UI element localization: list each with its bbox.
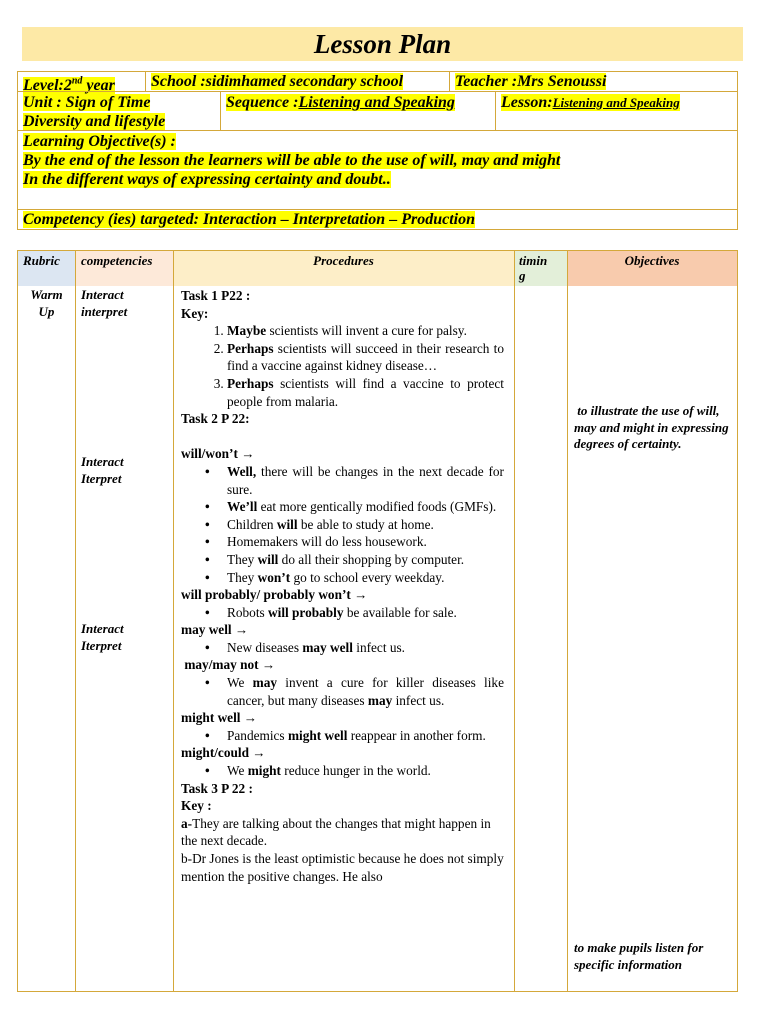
objective-2: to make pupils listen for specific information	[574, 940, 704, 972]
title-bar	[22, 27, 743, 61]
task-1-answers	[181, 322, 504, 410]
probably-examples	[181, 604, 504, 622]
might-examples	[181, 762, 504, 780]
might-well-label: might well →	[181, 710, 258, 726]
will-label: will/won’t →	[181, 446, 255, 462]
might-label: might/could →	[181, 745, 266, 761]
procedures-table	[17, 250, 738, 992]
list-item: • Children will be able to study at home.	[227, 516, 504, 534]
list-item: • Well, there will be changes in the next decade for sure.	[227, 463, 504, 498]
may-well-label: may well →	[181, 622, 249, 638]
list-item: • Robots will probably be available for sale.	[227, 604, 504, 622]
objective-1: to illustrate the use of will, may and might in expressing degrees of certainty.	[574, 403, 732, 451]
competency-1: Interact interpret	[81, 287, 128, 319]
might-well-examples	[181, 727, 504, 745]
list-item: • We may invent a cure for killer diseases like cancer, but many diseases may infect us.	[227, 674, 504, 709]
level-field: Level:2nd year	[23, 76, 115, 95]
list-item: 1. Maybe scientists will invent a cure for palsy.	[227, 322, 504, 340]
lesson-value: Listening and Speaking	[552, 95, 680, 110]
competency-3: Interact Iterpret	[81, 621, 124, 653]
list-item: • They will do all their shopping by computer.	[227, 551, 504, 569]
col-divider	[75, 251, 76, 991]
task-1-title: Task 1 P22 :	[181, 288, 251, 303]
col-divider	[173, 251, 174, 991]
list-item: • We might reduce hunger in the world.	[227, 762, 504, 780]
task-3-answer-b: b-Dr Jones is the least optimistic because he does not simply mention the positive changes. He also	[181, 851, 504, 884]
timing-header: timin g	[514, 251, 567, 286]
col-divider	[567, 251, 568, 991]
competency-targeted: Competency (ies) targeted: Interaction – Interpretation – Production	[23, 211, 475, 228]
school-cell	[145, 72, 404, 91]
teacher-field: Teacher :Mrs Senoussi	[455, 73, 607, 90]
list-item: • New diseases may well infect us.	[227, 639, 504, 657]
procedures-content	[181, 287, 504, 885]
competencies-header: competencies	[75, 251, 173, 286]
table-header-row	[18, 251, 737, 286]
task-2-title: Task 2 P 22:	[181, 411, 250, 427]
objectives-header: Objectives	[567, 251, 737, 286]
list-item: 2. Perhaps scientists will succeed in their research to find a vaccine against kidney disease…	[227, 340, 504, 375]
lesson-label: Lesson:	[501, 94, 553, 111]
teacher-cell	[449, 72, 607, 91]
header-row-3	[17, 130, 738, 210]
sequence-value: Listening and Speaking	[298, 94, 455, 111]
rubric-header: Rubric	[18, 251, 75, 286]
list-item: • They won’t go to school every weekday.	[227, 569, 504, 587]
header-row-2	[17, 91, 738, 131]
will-examples	[181, 463, 504, 586]
list-item: 3. Perhaps scientists will find a vaccine to protect people from malaria.	[227, 375, 504, 410]
lesson-cell	[495, 92, 680, 130]
may-well-examples	[181, 639, 504, 657]
objective-line-1: By the end of the lesson the learners will be able to the use of will, may and might	[23, 152, 561, 169]
header-row-4	[17, 209, 738, 230]
list-item: • Pandemics might well reappear in another form.	[227, 727, 504, 745]
header-row-1	[17, 71, 738, 95]
task-3-key: Key :	[181, 798, 212, 814]
school-field: School :sidimhamed secondary school	[151, 73, 404, 90]
objective-label: Learning Objective(s) :	[23, 133, 176, 150]
task-3-title: Task 3 P 22 :	[181, 780, 253, 796]
task-3-answer-a: a-They are talking about the changes that might happen in the next decade.	[181, 815, 491, 849]
may-label: may/may not →	[181, 657, 276, 673]
page-title: Lesson Plan	[313, 29, 452, 59]
competency-2: Interact Iterpret	[81, 454, 124, 486]
sequence-cell	[220, 92, 455, 130]
task-1-key: Key:	[181, 305, 209, 321]
may-examples	[181, 674, 504, 709]
probably-label: will probably/ probably won’t →	[181, 587, 368, 603]
list-item: • We’ll eat more gentically modified foods (GMFs).	[227, 498, 504, 516]
unit-field: Unit : Sign of Time Diversity and lifestyle	[23, 94, 166, 130]
objective-line-2: In the different ways of expressing certainty and doubt..	[23, 171, 391, 188]
sequence-label: Sequence :	[226, 94, 299, 111]
list-item: • Homemakers will do less housework.	[227, 533, 504, 551]
rubric-warm-up: Warm Up	[30, 287, 63, 319]
procedures-header: Procedures	[173, 251, 514, 286]
col-divider	[514, 251, 515, 991]
